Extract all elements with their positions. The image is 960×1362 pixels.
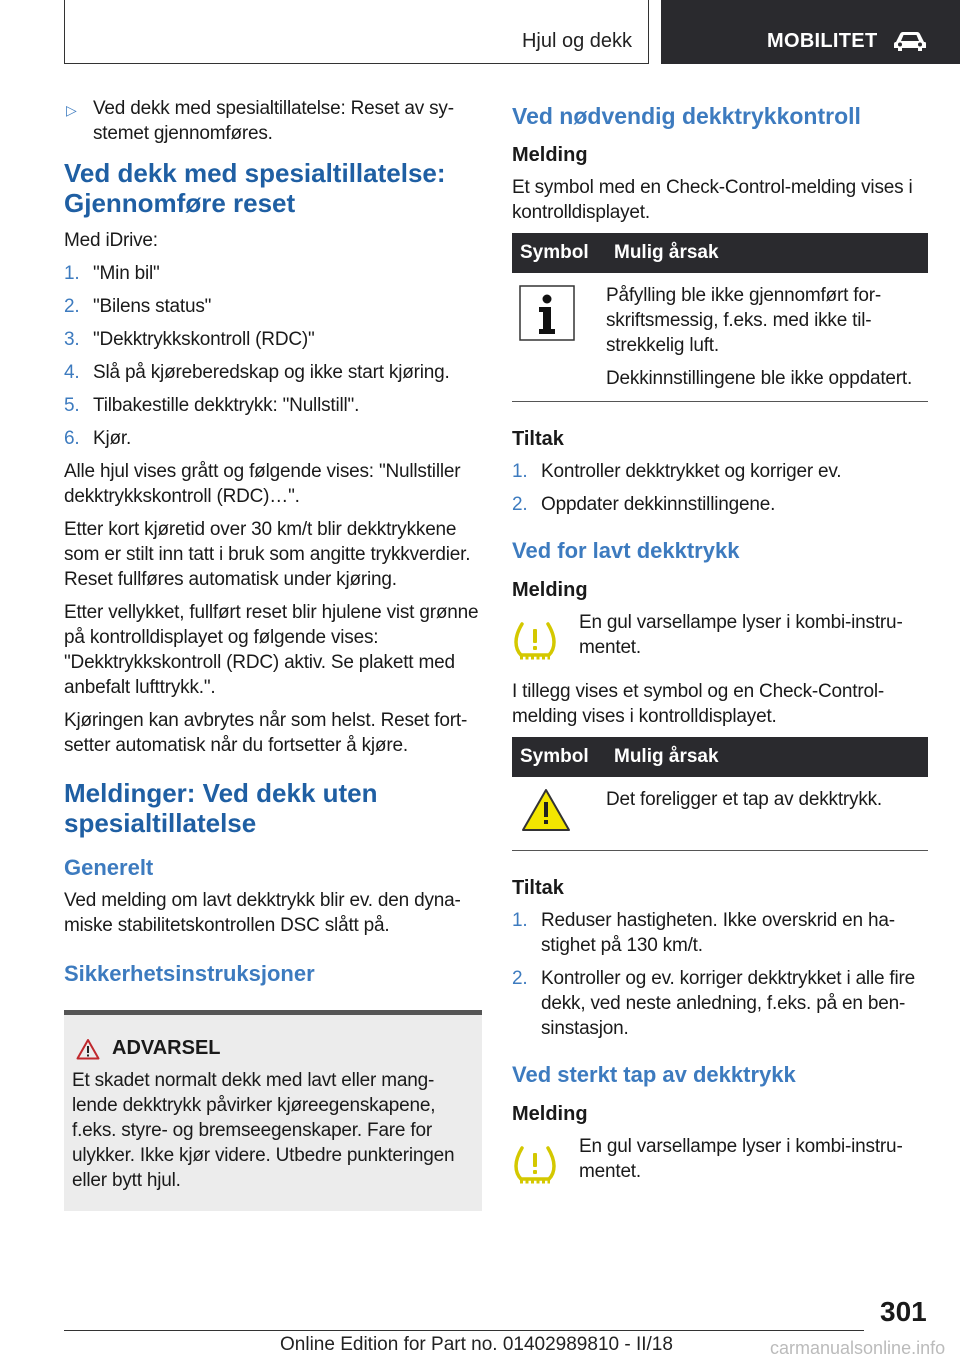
paragraph: Etter kort kjøretid over 30 km/t blir dekktrykkene som er stilt inn tatt i bruk som angitte trykkverdier. Reset fullføres automatisk under kjøring. bbox=[64, 519, 471, 590]
list-item: 1. Reduser hastigheten. Ikke overskrid en hastighet på 130 km/t. bbox=[512, 910, 896, 956]
paragraph: Etter vellykket, fullført reset blir hjulene vist grønne på kontrolldisplayet og følgende vises: "Dekktrykkskontroll (RDC) aktiv. Se plakett med anbefalt lufttrykk.". bbox=[64, 602, 479, 698]
warning-icon bbox=[76, 1038, 100, 1060]
lamp-message: En gul varsellampe lyser i kombi-instrumentet. bbox=[512, 610, 928, 665]
table-row bbox=[512, 273, 928, 402]
heading-check-needed: Ved nødvendig dekktrykkontroll bbox=[512, 103, 861, 129]
bullet-item: ▷ Ved dekk med spesialtillatelse: Reset av systemet gjennomføres. bbox=[66, 98, 455, 144]
warning-text: Et skadet normalt dekk med lavt eller manglende dekktrykk påvirker kjøreegenskapene, f.eks. styre- og bremseegenskaper. Fare for ulykker. Ikke kjør videre. Utbedre punkteringen eller bytt hjul. bbox=[72, 1070, 455, 1191]
table-header-cause: Mulig årsak bbox=[606, 233, 928, 273]
page-number: 301 bbox=[880, 1296, 927, 1327]
tire-pressure-warning-icon bbox=[512, 620, 558, 660]
subheading-message: Melding bbox=[512, 144, 588, 166]
subheading-message: Melding bbox=[512, 1103, 588, 1125]
heading-low-pressure: Ved for lavt dekktrykk bbox=[512, 538, 740, 563]
action-steps bbox=[512, 459, 928, 517]
paragraph: I tillegg vises et symbol og en Check-Control-melding vises i kontrolldisplayet. bbox=[512, 681, 885, 727]
list-item: 2. Oppdater dekkinnstillingene. bbox=[512, 494, 776, 515]
tire-pressure-warning-icon bbox=[512, 1144, 558, 1184]
cause-cell: Påfylling ble ikke gjennomført forskriftsmessig, f.eks. med ikke tilstrekkelig luft. Dekkinnstillingene ble ikke oppdatert. bbox=[606, 273, 928, 402]
triangle-bullet-icon: ▷ bbox=[66, 102, 77, 118]
paragraph: Ved melding om lavt dekktrykk blir ev. den dynamiske stabilitetskontrollen DSC slått på. bbox=[64, 890, 461, 936]
lamp-message: En gul varsellampe lyser i kombi-instrumentet. bbox=[512, 1134, 928, 1189]
table-header-cause: Mulig årsak bbox=[606, 737, 928, 777]
table-header-symbol: Symbol bbox=[512, 233, 606, 273]
list-item: 5. Tilbakestille dekktrykk: "Nullstill". bbox=[64, 395, 360, 416]
table-header-symbol: Symbol bbox=[512, 737, 606, 777]
warning-title: ADVARSEL bbox=[76, 1037, 472, 1060]
chapter-tab bbox=[661, 0, 960, 64]
list-item: 4. Slå på kjøreberedskap og ikke start kjøring. bbox=[64, 362, 450, 383]
heading-messages: Meldinger: Ved dekk uten spesialtillatelse bbox=[64, 778, 378, 838]
action-steps bbox=[512, 908, 928, 1041]
heading-severe-loss: Ved sterkt tap av dekktrykk bbox=[512, 1062, 796, 1087]
symbol-table-1 bbox=[512, 233, 928, 402]
subheading-action: Tiltak bbox=[512, 428, 564, 450]
list-item: 2. "Bilens status" bbox=[64, 296, 212, 317]
warning-box bbox=[64, 1010, 482, 1211]
heading-reset: Ved dekk med spesialtillatelse: Gjennomføre reset bbox=[64, 158, 446, 218]
symbol-cell bbox=[512, 777, 606, 851]
list-item: 1. "Min bil" bbox=[64, 263, 160, 284]
subheading-action: Tiltak bbox=[512, 877, 564, 899]
footer-divider bbox=[64, 1330, 864, 1331]
paragraph: Alle hjul vises grått og følgende vises: "Nullstiller dekktrykkskontroll (RDC)…". bbox=[64, 461, 461, 507]
table-row bbox=[512, 777, 928, 851]
info-icon bbox=[519, 285, 575, 341]
intro-text: Med iDrive: bbox=[64, 230, 158, 251]
heading-general: Generelt bbox=[64, 855, 154, 880]
edition-text: Online Edition for Part no. 01402989810 - II/18 bbox=[280, 1334, 673, 1355]
reset-steps bbox=[64, 261, 482, 451]
watermark: carmanualsonline.info bbox=[770, 1338, 946, 1358]
list-item: 6. Kjør. bbox=[64, 428, 132, 449]
list-item: 2. Kontroller og ev. korriger dekktrykket i alle fire dekk, ved neste anledning, f.eks. på en bensinstasjon. bbox=[512, 968, 916, 1039]
car-icon bbox=[893, 30, 927, 52]
right-column bbox=[512, 96, 928, 1203]
warning-triangle-icon bbox=[520, 787, 572, 833]
heading-safety: Sikkerhetsinstruksjoner bbox=[64, 961, 315, 986]
subheading-message: Melding bbox=[512, 579, 588, 601]
list-item: 3. "Dekktrykkskontroll (RDC)" bbox=[64, 329, 315, 350]
cause-cell: Det foreligger et tap av dekktrykk. bbox=[606, 777, 928, 851]
section-title: Hjul og dekk bbox=[521, 30, 632, 52]
section-tab bbox=[64, 0, 649, 64]
chapter-title: MOBILITET bbox=[767, 30, 878, 52]
paragraph: Et symbol med en Check-Control-melding vises i kontrolldisplayet. bbox=[512, 177, 913, 223]
page-header bbox=[0, 0, 960, 66]
list-item: 1. Kontroller dekktrykket og korriger ev. bbox=[512, 461, 842, 482]
symbol-cell bbox=[512, 273, 606, 402]
symbol-table-2 bbox=[512, 737, 928, 851]
left-column bbox=[64, 96, 482, 1211]
paragraph: Kjøringen kan avbrytes når som helst. Reset fortsetter automatisk når du fortsetter å kjøre. bbox=[64, 710, 468, 756]
